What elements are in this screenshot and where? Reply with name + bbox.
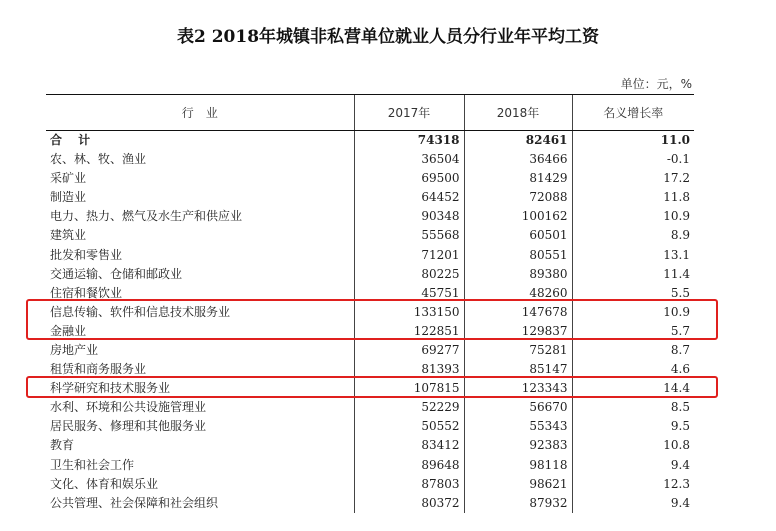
cell-2018: 123343 <box>464 379 572 398</box>
cell-industry: 公共管理、社会保障和社会组织 <box>50 495 219 510</box>
highlight-box-it-finance <box>26 299 718 340</box>
table-row <box>46 265 694 284</box>
cell-industry: 建筑业 <box>50 228 87 243</box>
cell-2017: 83412 <box>354 436 464 455</box>
cell-growth: 9.5 <box>572 417 694 436</box>
table-row <box>46 417 694 436</box>
cell-industry: 卫生和社会工作 <box>50 457 135 472</box>
table-row <box>46 245 694 264</box>
cell-2018: 36466 <box>464 150 572 169</box>
table-row <box>46 207 694 226</box>
cell-2017: 55568 <box>354 226 464 245</box>
header-2017: 2017年 <box>354 95 464 131</box>
cell-2017: 71201 <box>354 245 464 264</box>
cell-industry: 科学研究和技术服务业 <box>50 381 171 396</box>
cell-2018: 85147 <box>464 360 572 379</box>
cell-2017: 80225 <box>354 265 464 284</box>
table-row <box>46 226 694 245</box>
cell-2018: 75281 <box>464 341 572 360</box>
cell-2017: 36504 <box>354 150 464 169</box>
table-row <box>46 341 694 360</box>
cell-2018: 56670 <box>464 398 572 417</box>
cell-2018: 89380 <box>464 265 572 284</box>
table-header-row <box>46 95 694 131</box>
cell-2018: 80551 <box>464 245 572 264</box>
cell-growth: 5.5 <box>572 284 694 303</box>
cell-industry: 文化、体育和娱乐业 <box>50 476 159 491</box>
cell-2018: 129837 <box>464 322 572 341</box>
table-row <box>46 475 694 494</box>
cell-2017: 80372 <box>354 494 464 513</box>
table-title: 表2 2018年城镇非私营单位就业人员分行业年平均工资 <box>176 27 600 47</box>
cell-industry: 合 计 <box>50 133 97 147</box>
cell-2018: 60501 <box>464 226 572 245</box>
cell-growth: 8.9 <box>572 226 694 245</box>
cell-2017: 81393 <box>354 360 464 379</box>
table-row <box>46 494 694 513</box>
cell-2017: 64452 <box>354 188 464 207</box>
cell-industry: 制造业 <box>50 190 87 205</box>
cell-2017: 89648 <box>354 456 464 475</box>
cell-2018: 81429 <box>464 169 572 188</box>
cell-industry: 居民服务、修理和其他服务业 <box>50 419 207 434</box>
cell-2017: 87803 <box>354 475 464 494</box>
cell-growth: 4.6 <box>572 360 694 379</box>
cell-industry: 租赁和商务服务业 <box>50 362 147 377</box>
cell-2018: 92383 <box>464 436 572 455</box>
cell-growth: 5.7 <box>572 322 694 341</box>
cell-industry: 交通运输、仓储和邮政业 <box>50 266 183 281</box>
cell-industry: 水利、环境和公共设施管理业 <box>50 400 207 415</box>
table-row <box>46 398 694 417</box>
table-row <box>46 150 694 169</box>
cell-2017: 133150 <box>354 303 464 322</box>
cell-growth: 8.5 <box>572 398 694 417</box>
cell-2018: 82461 <box>464 131 572 151</box>
cell-growth: 10.9 <box>572 303 694 322</box>
cell-2018: 98118 <box>464 456 572 475</box>
table-row <box>46 169 694 188</box>
cell-growth: 10.9 <box>572 207 694 226</box>
cell-growth: 8.7 <box>572 341 694 360</box>
cell-growth: 11.8 <box>572 188 694 207</box>
table-row <box>46 188 694 207</box>
cell-growth: 11.0 <box>572 131 694 151</box>
table-row <box>46 456 694 475</box>
cell-2017: 52229 <box>354 398 464 417</box>
header-2018: 2018年 <box>464 95 572 131</box>
cell-growth: 14.4 <box>572 379 694 398</box>
cell-industry: 住宿和餐饮业 <box>50 285 123 300</box>
cell-industry: 房地产业 <box>50 342 99 357</box>
highlight-box-science <box>26 376 718 398</box>
table-row <box>46 131 694 151</box>
cell-2018: 100162 <box>464 207 572 226</box>
header-growth: 名义增长率 <box>572 95 694 131</box>
cell-2017: 107815 <box>354 379 464 398</box>
cell-2017: 90348 <box>354 207 464 226</box>
table-row <box>46 436 694 455</box>
header-industry: 行 业 <box>46 95 354 131</box>
cell-2017: 122851 <box>354 322 464 341</box>
cell-2018: 55343 <box>464 417 572 436</box>
cell-industry: 农、林、牧、渔业 <box>50 152 147 167</box>
cell-growth: 12.3 <box>572 475 694 494</box>
cell-2017: 50552 <box>354 417 464 436</box>
cell-2018: 48260 <box>464 284 572 303</box>
cell-2017: 69500 <box>354 169 464 188</box>
cell-industry: 电力、热力、燃气及水生产和供应业 <box>50 209 243 224</box>
cell-industry: 采矿业 <box>50 171 87 186</box>
cell-2017: 74318 <box>354 131 464 151</box>
cell-industry: 金融业 <box>50 323 87 338</box>
unit-label: 单位：元，% <box>620 77 692 91</box>
cell-2018: 147678 <box>464 303 572 322</box>
cell-growth: 13.1 <box>572 245 694 264</box>
cell-growth: 9.4 <box>572 494 694 513</box>
cell-industry: 教育 <box>50 438 75 453</box>
cell-2018: 72088 <box>464 188 572 207</box>
cell-industry: 批发和零售业 <box>50 247 123 262</box>
cell-growth: 17.2 <box>572 169 694 188</box>
cell-growth: 11.4 <box>572 265 694 284</box>
cell-growth: 10.8 <box>572 436 694 455</box>
cell-industry: 信息传输、软件和信息技术服务业 <box>50 304 231 319</box>
cell-2018: 98621 <box>464 475 572 494</box>
cell-growth: 9.4 <box>572 456 694 475</box>
cell-2017: 45751 <box>354 284 464 303</box>
cell-2018: 87932 <box>464 494 572 513</box>
cell-growth: -0.1 <box>572 150 694 169</box>
cell-2017: 69277 <box>354 341 464 360</box>
